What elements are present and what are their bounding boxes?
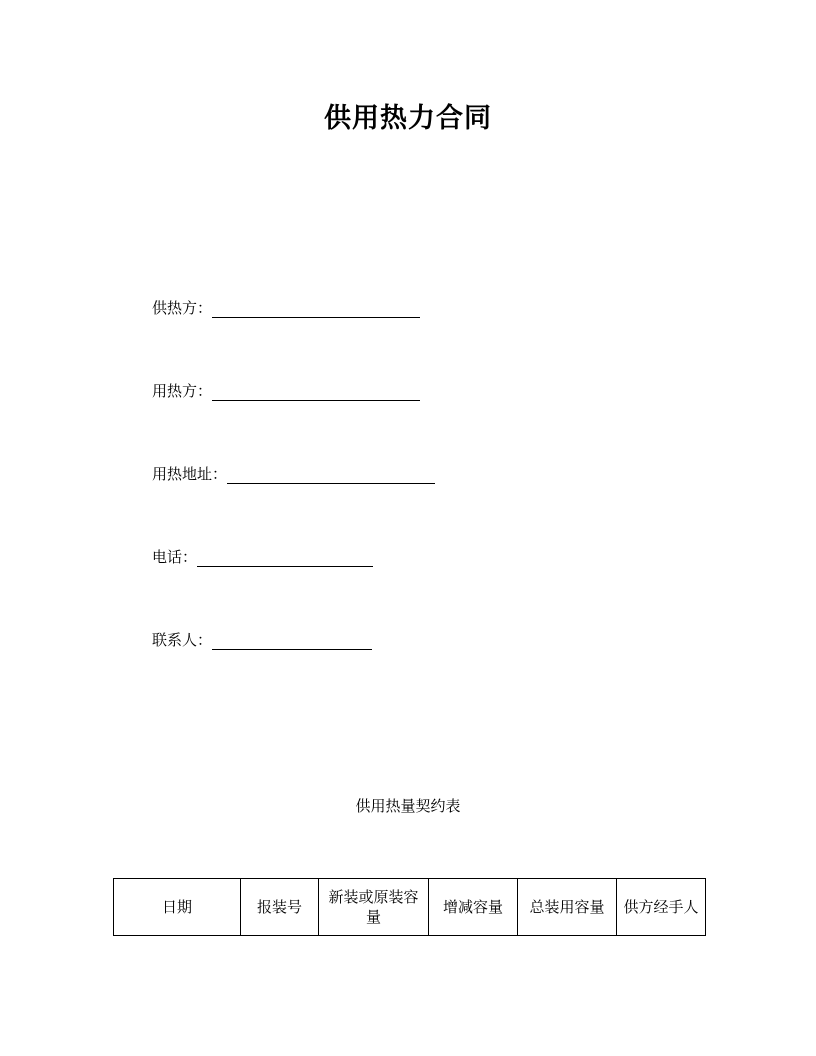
field-label: 联系人：: [152, 631, 213, 649]
field-label: 用热方：: [152, 382, 213, 400]
header-new-or-original-capacity: 新装或原装容量: [319, 879, 429, 936]
heat-contract-table: [113, 878, 706, 936]
field-label: 供热方：: [152, 299, 213, 317]
document-title: 供用热力合同: [324, 103, 492, 134]
heat-supplier-blank[interactable]: [212, 299, 420, 318]
heat-address-blank[interactable]: [227, 465, 435, 484]
header-application-number: 报装号: [241, 879, 319, 936]
field-heat-user: [152, 381, 420, 401]
contact-person-blank[interactable]: [212, 631, 372, 650]
table-header-row: [114, 879, 706, 936]
header-supplier-handler: 供方经手人: [617, 879, 706, 936]
field-label: 电话：: [152, 548, 198, 566]
field-heat-supplier: [152, 298, 420, 318]
field-heat-address: [152, 464, 435, 484]
field-phone: [152, 547, 373, 567]
header-capacity-change: 增减容量: [429, 879, 518, 936]
header-date: 日期: [114, 879, 241, 936]
phone-blank[interactable]: [197, 548, 373, 567]
field-contact-person: [152, 630, 372, 650]
field-label: 用热地址：: [152, 465, 228, 483]
table-caption: 供用热量契约表: [355, 797, 461, 815]
heat-user-blank[interactable]: [212, 382, 420, 401]
header-total-capacity: 总装用容量: [518, 879, 617, 936]
